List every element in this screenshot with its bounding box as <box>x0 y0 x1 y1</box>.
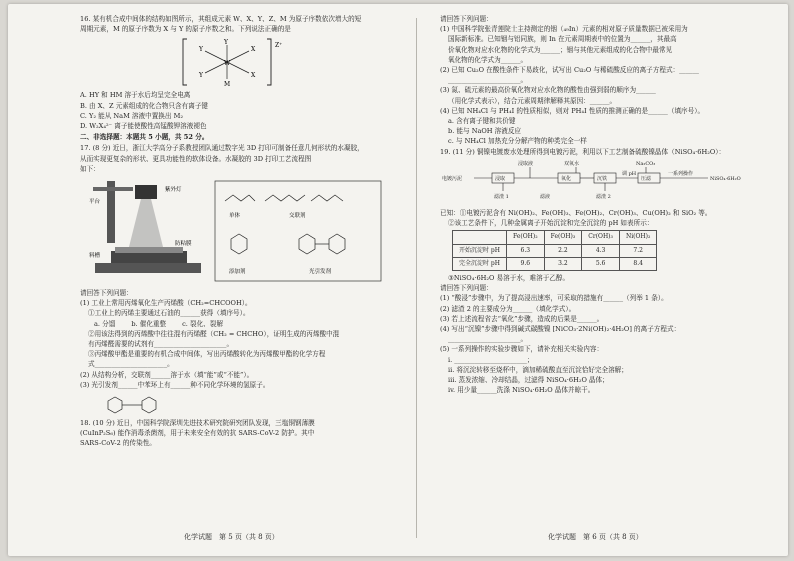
q19-note-1: 已知：①电镀污泥含有 Ni(OH)₂、Fe(OH)₃、Fe(OH)₂、Cr(OH)₃、Cu(OH)₂ 和 SiO₂ 等。 <box>440 209 712 218</box>
flow-reagent-2: 双氧水 <box>564 160 580 167</box>
flow-step-operations: 一系列操作 <box>668 170 694 177</box>
ph-table-cell: 8.4 <box>619 257 656 270</box>
y-atom-label: Y <box>199 46 203 54</box>
flow-step-iron-removal: 沉铁 <box>597 175 608 182</box>
ph-table-cell: 4.3 <box>582 244 620 257</box>
y-atom-label-top: Y <box>224 39 228 47</box>
flow-reagent-1: 浸取液 <box>518 160 534 167</box>
q17-intro: 请回答下列问题： <box>80 289 133 298</box>
exam-sheet <box>8 4 788 556</box>
q16-structure-figure <box>80 37 390 87</box>
photoinitiator-molecule <box>100 393 170 415</box>
section-2-heading: 二、非选择题：本题共 5 小题，共 52 分。 <box>80 133 209 142</box>
q19-part-3: (3) 若上述流程省去“氧化”步骤，造成的后果是______。 <box>440 314 604 323</box>
q18-stem-line-3: SARS-CoV-2 的传染性。 <box>80 439 156 448</box>
q17-printer-figure <box>80 177 390 285</box>
flow-reagent-3: Na₂CO₃ <box>636 160 656 167</box>
w-atom-label: W <box>224 60 231 68</box>
q19-part-4-line-1: (4) 写出“沉镍”步骤中得到碱式碳酸镍 [NiCO₃·2Ni(OH)₂·4H₂O] 的离子方程式： <box>440 325 681 334</box>
q18-part-4-option-a: a. 含有离子键和共价键 <box>448 117 516 126</box>
flow-residue-1: 滤渣 1 <box>494 193 509 200</box>
q18-part-1-line-1: (1) 中国科学院张青莲院士主持测定的铟（₄₉In）元素的相对原子质量数据已被采用为 <box>440 25 688 34</box>
q18-part-1-line-4: 氧化物的化学式为______。 <box>448 55 528 64</box>
q19-flowchart <box>440 159 760 206</box>
flow-step-sludge: 电镀污泥 <box>442 175 463 182</box>
m-atom-label: M <box>224 81 231 88</box>
q16-stem-line-2: 周期元素，M 的原子序数为 X 与 Y 的原子序数之和。下列说法正确的是 <box>80 25 291 34</box>
printer-diagram <box>85 177 385 285</box>
q19-part-2: (2) 滤渣 2 的主要成分为______（填化学式）。 <box>440 304 576 313</box>
uv-lamp-label: 紫外灯 <box>165 187 182 194</box>
ph-table <box>452 230 657 271</box>
q17-part-3: (3) 光引发剂______中苯环上有______种不同化学环境的氢原子。 <box>80 380 270 389</box>
q19-part-4-line-2: ______________________。 <box>448 335 528 344</box>
q18-part-3-line-1: (3) 氮、硫元素的最高价氧化物对应水化物的酸性由强到弱的顺序为______ <box>440 86 656 95</box>
ph-table-header-cell: Ni(OH)₂ <box>619 231 656 244</box>
flow-step-leach: 浸取 <box>495 175 506 182</box>
ph-table-header-cell: Fe(OH)₃ <box>544 231 582 244</box>
ph-table-header-cell: Fe(OH)₂ <box>506 231 544 244</box>
q18-part-4-option-c: c. 与 NH₄Cl 加热充分分解产物的种类完全一样 <box>448 137 587 146</box>
q18-part-2-line-2: ______________________。 <box>448 76 528 85</box>
right-page-footer: 化学试题 第 6 页（共 8 页） <box>548 533 643 541</box>
q17-stem-line-2: 从而实现更复杂的形状、更具功能性的软体设备。水凝胶的 3D 打印工艺流程图 <box>80 154 312 163</box>
q17-part-1-1-options <box>80 319 390 329</box>
ph-table-cell: 9.6 <box>506 257 544 270</box>
flow-product: NiSO₄·6H₂O <box>710 175 741 182</box>
ph-table-cell: 3.2 <box>544 257 582 270</box>
flow-filtrate: 滤液 <box>540 193 551 200</box>
cation-label: Z⁺ <box>275 42 283 50</box>
q16-option-b: B. 由 X、Z 元素组成的化合物只含有离子键 <box>80 101 209 110</box>
additive-label: 添加剂 <box>229 269 246 276</box>
q19-part-5-step-2: ii. 将沉淀转移至烧杯中，滴加稀硫酸直至沉淀恰好完全溶解； <box>448 365 628 374</box>
q17-part-1-1: ①工业上的丙烯主要通过石油的______获得（填序号）。 <box>88 309 250 318</box>
ph-table-cell: 6.3 <box>506 244 544 257</box>
q16-structure-diagram <box>175 37 295 87</box>
q16-option-d: D. W₂X₄²⁻ 离子能使酸性高锰酸钾溶液褪色 <box>80 122 207 131</box>
q17-part-1-2-line-2: 有丙烯醛需要的试剂有______________________。 <box>88 340 234 349</box>
flow-step-adjust-ph: 调 pH <box>622 170 637 177</box>
flow-step-filter-press: 压滤 <box>641 175 652 182</box>
ph-table-cell: 5.6 <box>582 257 620 270</box>
y-atom-label-2: Y <box>199 72 203 80</box>
q19-part-5-step-1: i. ______________________； <box>448 355 534 364</box>
right-intro: 请回答下列问题： <box>440 15 493 23</box>
right-column <box>440 14 760 396</box>
q17-part-1-3-line-1: ③丙烯酸甲酯是重要的有机合成中间体，写出丙烯酸转化为丙烯酸甲酯的化学方程 <box>88 350 326 359</box>
q19-note-2: ②该工艺条件下，几种金属离子开始沉淀和完全沉淀的 pH 如表所示： <box>448 219 654 228</box>
ph-table-cell: 开始沉淀时 pH <box>453 244 507 257</box>
q18-part-4: (4) 已知 NH₄Cl 与 PH₄I 的性质相似，则对 PH₄I 性质的推测正确的是______（填序号）。 <box>440 106 705 115</box>
photoinitiator-structure <box>100 393 390 415</box>
crosslinker-label: 交联剂 <box>289 213 306 220</box>
q17-part-1: (1) 工业上常用丙烯氧化生产丙烯酸（CH₂=CHCOOH）。 <box>80 299 252 308</box>
ph-table-cell: 完全沉淀时 pH <box>453 257 507 270</box>
left-page-footer: 化学试题 第 5 页（共 8 页） <box>184 533 279 541</box>
x-atom-label-2: X <box>251 72 256 80</box>
q16-stem-line-1: 16. 某有机合成中间体的结构如图所示，其组成元素 W、X、Y、Z、M 为原子序数依次增大的短 <box>80 15 362 23</box>
q17-part-1-3-line-2: 式______________________。 <box>88 360 174 369</box>
flow-residue-2: 滤渣 2 <box>596 193 611 200</box>
ph-table-header <box>453 231 657 244</box>
q17-part-1-2-line-1: ②用该法得到的丙烯酸中往往混有丙烯醛（CH₂ = CHCHO），证明生成的丙烯酸中混 <box>88 329 340 338</box>
ph-table-header-cell <box>453 231 507 244</box>
q18-part-4-option-b: b. 能与 NaOH 溶液反应 <box>448 127 522 136</box>
option-b: b. 催化重整 <box>131 319 167 328</box>
ph-table-row <box>453 257 657 270</box>
ph-table-cell: 7.2 <box>619 244 656 257</box>
option-c: c. 裂化、裂解 <box>182 319 223 328</box>
flow-step-oxidize: 氧化 <box>561 175 572 182</box>
film-label: 防粘膜 <box>175 241 192 248</box>
q19-part-1: (1) “酸浸”步骤中，为了提高浸出速率，可采取的措施有______（列举 1 条）。 <box>440 294 668 303</box>
q19-note-3: ③NiSO₄·6H₂O 易溶于水，难溶于乙醇。 <box>448 274 570 283</box>
ph-table-cell: 2.2 <box>544 244 582 257</box>
q17-stem-line-1: 17. (8 分) 近日，浙江大学高分子系教授团队通过数字光 3D 打印可制备任意几何形状的水凝胶， <box>80 144 364 153</box>
q17-stem-line-3: 如下： <box>80 164 100 173</box>
q18-stem-line-2: (CuInP₂S₆) 能作消毒杀菌剂，用于未来安全有效的抗 SARS-CoV-2 防护。其中 <box>80 429 315 438</box>
q19-part-5-step-4: iv. 用少量______洗涤 NiSO₄·6H₂O 晶体并晾干。 <box>448 386 595 395</box>
q18-part-1-line-2: 国际新标准。已知铟与铝同族，则 In 在元素周期表中的位置为______，其最高 <box>448 35 677 44</box>
ph-table-header-cell: Cr(OH)₃ <box>582 231 620 244</box>
column-divider <box>416 18 417 538</box>
photoinitiator-label: 光引发剂 <box>309 269 332 276</box>
x-atom-label: X <box>251 46 256 54</box>
option-a: a. 分馏 <box>94 319 116 328</box>
q19-intro: 请回答下列问题： <box>440 284 493 293</box>
q16-option-a: A. HY 和 HM 溶于水后均呈完全电离 <box>80 91 191 100</box>
q18-part-1-line-3: 价氧化物对应水化物的化学式为______；铟与其他元素组成的化合物中最常见 <box>448 45 673 54</box>
q18-stem-line-1: 18. (10 分) 近日，中国科学院深圳先进技术研究院研究团队发现，三塩铜钢薄膜 <box>80 419 315 428</box>
tank-label: 料槽 <box>89 253 101 260</box>
q17-part-2: (2) 从结构分析，交联剂______溶于水（填“能”或“不能”）。 <box>80 370 254 379</box>
q19-part-5-step-3: iii. 蒸发浓缩、冷却结晶，过滤得 NiSO₄·6H₂O 晶体； <box>448 376 609 385</box>
platform-label: 平台 <box>89 199 101 206</box>
monomer-label: 单体 <box>229 213 241 220</box>
q16-option-c: C. Y₂ 能从 NaM 溶液中置换出 M₂ <box>80 111 183 120</box>
process-flow-diagram <box>440 159 750 203</box>
q19-stem: 19. (11 分) 铜镍电镀废水处理所得到电镀污泥，利用以下工艺制备硫酸镍晶体（NiSO₄·6H₂O）： <box>440 147 726 156</box>
q18-part-3-line-2: （用化学式表示），结合元素周期律解释其原因：______。 <box>448 96 617 105</box>
q18-part-2-line-1: (2) 已知 Cu₂O 在酸性条件下易歧化，试写出 Cu₂O 与稀硫酸反应的离子方程式：______ <box>440 66 699 75</box>
q19-part-5: (5) 一系列操作的实验步骤如下，请补充相关实验内容： <box>440 345 604 354</box>
left-column <box>80 14 390 449</box>
ph-table-row <box>453 244 657 257</box>
